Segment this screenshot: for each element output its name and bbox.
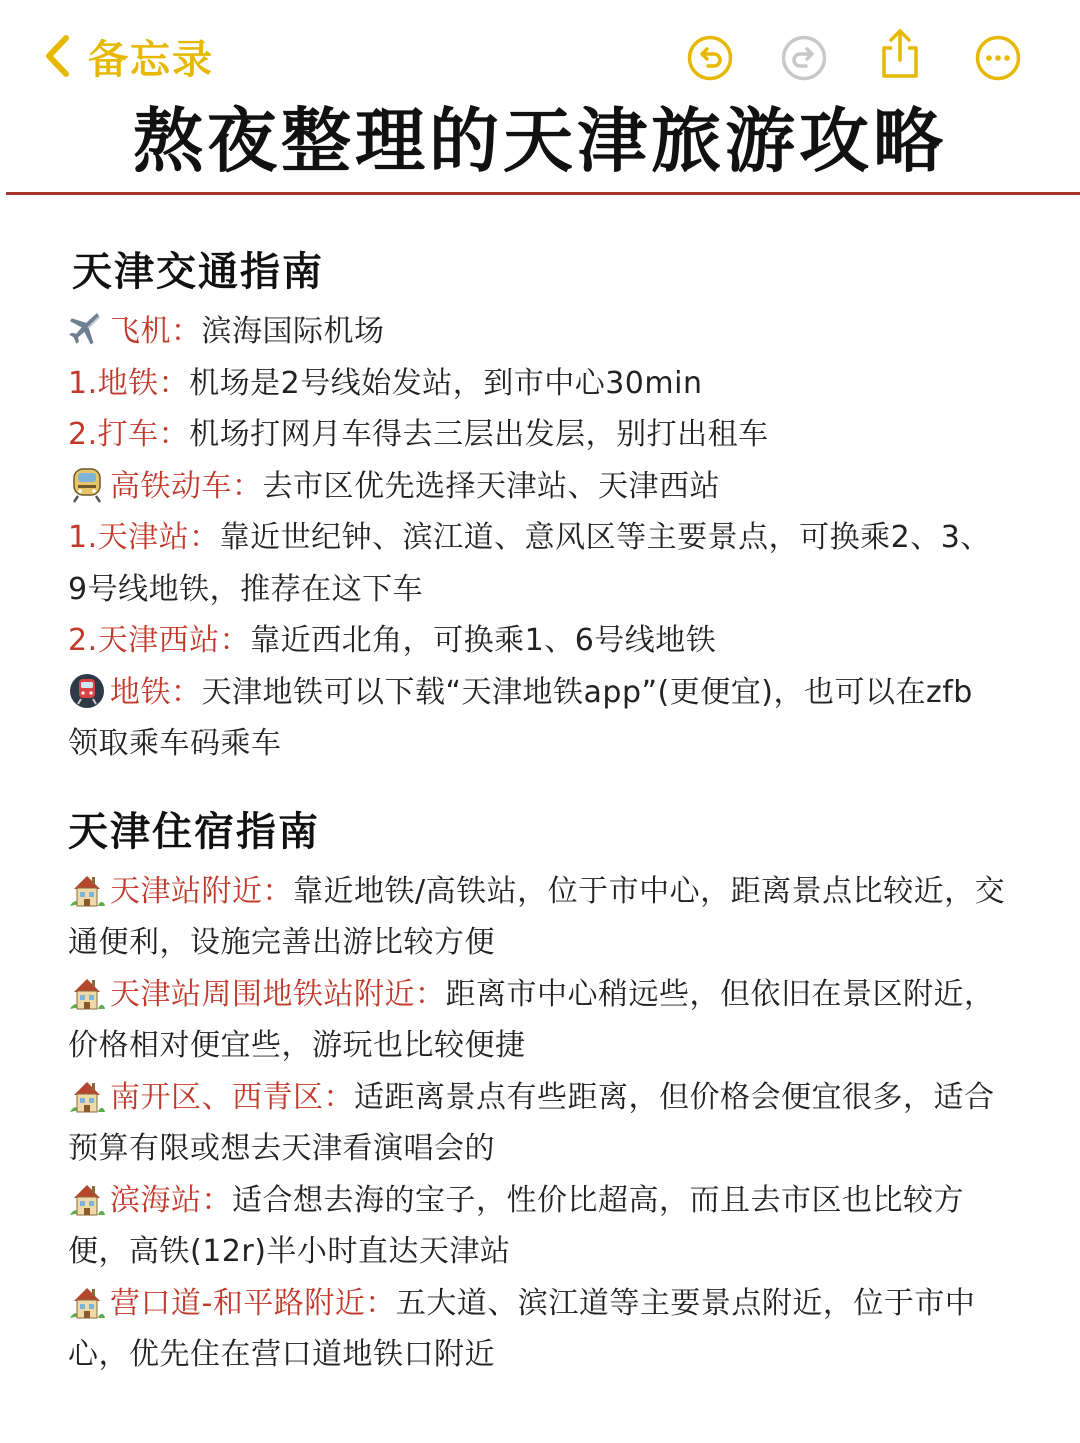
note-line — [68, 1278, 1028, 1330]
line-text: 心，优先住在营口道地铁口附近 — [68, 1337, 495, 1372]
line-label: 高铁动车： — [110, 468, 263, 504]
note-line — [68, 306, 1028, 358]
house-icon — [68, 974, 106, 1012]
note-title: 熬夜整理的天津旅游攻略 — [133, 100, 947, 182]
line-text: 预算有限或想去天津看演唱会的 — [68, 1131, 495, 1166]
line-text: 距离市中心稍远些，但依旧在景区附近， — [445, 976, 995, 1012]
line-text: 去市区优先选择天津站、天津西站 — [262, 468, 720, 504]
line-text: 靠近西北角，可换乘1、6号线地铁 — [250, 623, 717, 658]
metro-icon — [68, 672, 106, 710]
note-line — [68, 1123, 1028, 1175]
line-label: 2.天津西站： — [68, 623, 251, 658]
line-text: 机场是2号线始发站，到市中心30min — [189, 365, 703, 401]
line-label: 南开区、西青区： — [110, 1079, 354, 1115]
note-line — [68, 1072, 1028, 1124]
line-label: 滨海站： — [110, 1182, 232, 1218]
line-label: 天津站附近： — [110, 873, 293, 909]
section-heading: 天津住宿指南 — [68, 808, 320, 855]
line-text: 适合想去海的宝子，性价比超高，而且去市区也比较方 — [232, 1182, 964, 1218]
line-label: 2.打车： — [68, 417, 190, 452]
line-label: 1.地铁： — [68, 365, 190, 401]
toolbar — [0, 0, 1080, 100]
house-icon — [68, 1180, 106, 1218]
line-label: 营口道-和平路附近： — [110, 1285, 396, 1321]
note-line — [68, 358, 1028, 410]
note-line — [68, 969, 1028, 1021]
house-icon — [68, 1077, 106, 1115]
note-line — [68, 667, 1028, 719]
back-button[interactable] — [44, 28, 214, 84]
house-icon — [68, 871, 106, 909]
back-label: 备忘录 — [88, 36, 214, 83]
line-label: 天津站周围地铁站附近： — [110, 976, 446, 1012]
undo-icon[interactable] — [686, 34, 734, 82]
note-line — [68, 564, 1028, 616]
note-line — [68, 1226, 1028, 1278]
section-heading: 天津交通指南 — [72, 249, 324, 295]
note-line — [68, 1175, 1028, 1227]
line-text: 9号线地铁，推荐在这下车 — [68, 571, 424, 607]
line-label: 地铁： — [110, 674, 202, 710]
line-text: 滨海国际机场 — [201, 314, 385, 349]
line-text: 五大道、滨江道等主要景点附近，位于市中 — [395, 1285, 976, 1321]
house-icon — [68, 1283, 106, 1321]
line-text: 通便利，设施完善出游比较方便 — [68, 925, 495, 960]
note-line — [68, 461, 1028, 513]
title-divider — [6, 192, 1080, 195]
note-line — [68, 512, 1028, 564]
line-label: 飞机： — [110, 314, 202, 349]
more-icon[interactable] — [974, 34, 1022, 82]
note-line — [68, 917, 1028, 969]
line-text: 适距离景点有些距离，但价格会便宜很多，适合 — [354, 1079, 995, 1115]
note-line — [68, 1020, 1028, 1072]
line-text: 机场打网月车得去三层出发层，别打出租车 — [189, 417, 769, 452]
note-line — [68, 866, 1028, 918]
note-line — [68, 1329, 1028, 1381]
note-line — [68, 409, 1028, 461]
line-text: 天津地铁可以下载“天津地铁app”(更便宜)，也可以在zfb — [201, 674, 973, 710]
airplane-icon — [68, 311, 106, 349]
line-text: 价格相对便宜些，游玩也比较便捷 — [68, 1028, 526, 1063]
note-line — [68, 615, 1028, 667]
chevron-left-icon — [44, 34, 70, 78]
note-line — [68, 718, 1028, 770]
redo-icon[interactable] — [780, 34, 828, 82]
line-text: 便，高铁(12r)半小时直达天津站 — [68, 1234, 511, 1269]
share-icon[interactable] — [876, 28, 924, 76]
note-body[interactable] — [68, 240, 1028, 1381]
line-text: 靠近世纪钟、滨江道、意风区等主要景点，可换乘2、3、 — [219, 520, 991, 555]
train-icon — [68, 466, 106, 504]
line-text: 领取乘车码乘车 — [68, 726, 282, 761]
line-label: 1.天津站： — [68, 520, 220, 555]
line-text: 靠近地铁/高铁站，位于市中心，距离景点比较近，交 — [293, 873, 1006, 909]
